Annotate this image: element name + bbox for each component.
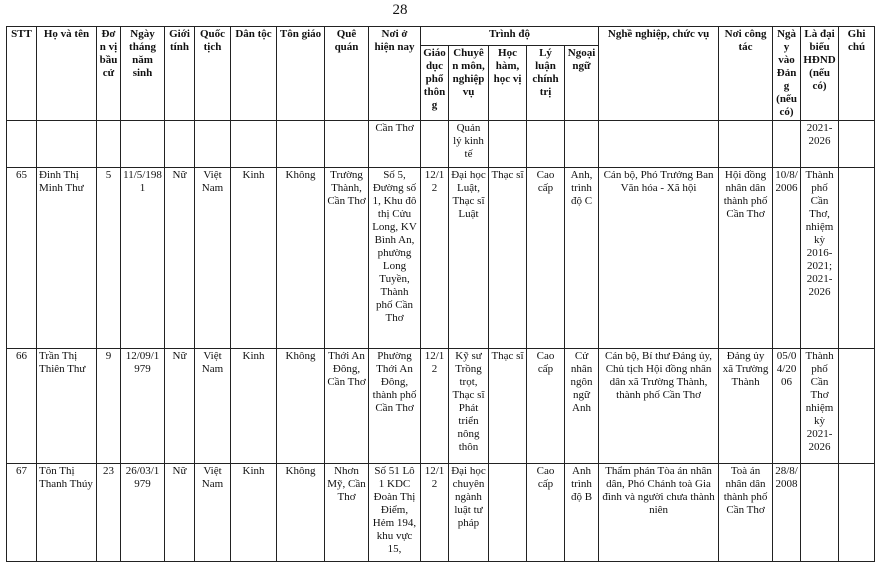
col-don-vi: Đơn vị bầu cử [97, 27, 121, 121]
cell-chuyen-mon: Kỹ sư Trồng trọt, Thạc sĩ Phát triển nông thôn [449, 349, 489, 464]
col-nghe-nghiep: Nghề nghiệp, chức vụ [599, 27, 719, 121]
col-ngoai-ngu: Ngoại ngữ [565, 45, 599, 120]
cell-hoc-ham: Thạc sĩ [489, 349, 527, 464]
cell-dan-toc: Kinh [231, 349, 277, 464]
cell-giao-duc: 12/12 [421, 168, 449, 349]
cell-don-vi: 9 [97, 349, 121, 464]
table-row-continuation [7, 121, 875, 168]
col-chuyen-mon: Chuyên môn, nghiệp vụ [449, 45, 489, 120]
cell-nghe-nghiep: Cán bộ, Bí thư Đảng ủy, Chủ tịch Hội đồng nhân dân xã Trường Thành, thành phố Cần Thơ [599, 349, 719, 464]
cell-ton-giao: Không [277, 464, 325, 562]
col-giao-duc: Giáo dục phổ thông [421, 45, 449, 120]
cell-giao-duc: 12/12 [421, 464, 449, 562]
cell-nghe-nghiep: Thẩm phán Tòa án nhân dân, Phó Chánh toà Gia đình và người chưa thành niên [599, 464, 719, 562]
col-group-trinh-do: Trình độ [421, 27, 599, 46]
cell-quoc-tich: Việt Nam [195, 349, 231, 464]
cell-don-vi: 5 [97, 168, 121, 349]
cell-giao-duc: 12/12 [421, 349, 449, 464]
cell-ngoai-ngu: Cử nhân ngôn ngữ Anh [565, 349, 599, 464]
col-ngay-vao-dang: Ngày vào Đảng (nếu có) [773, 27, 801, 121]
table-row [7, 349, 875, 464]
col-que-quan: Quê quán [325, 27, 369, 121]
table-row [7, 464, 875, 562]
cell-stt: 67 [7, 464, 37, 562]
cell-ngay-vao-dang: 28/8/2008 [773, 464, 801, 562]
cell-ho-ten: Đinh Thị Minh Thư [37, 168, 97, 349]
cell-ngay-sinh: 11/5/1981 [121, 168, 165, 349]
col-dan-toc: Dân tộc [231, 27, 277, 121]
cell-que-quan: Trường Thành, Cần Thơ [325, 168, 369, 349]
page-number: 28 [392, 2, 408, 18]
table-row [7, 168, 875, 349]
cell-ho-ten: Tôn Thị Thanh Thúy [37, 464, 97, 562]
candidate-table [6, 26, 875, 562]
cell-ngay-vao-dang: 10/8/2006 [773, 168, 801, 349]
cell-ghi-chu [839, 464, 875, 562]
cell-ngay-vao-dang: 05/04/2006 [773, 349, 801, 464]
cell-noi-o: Số 5, Đường số 1, Khu đô thị Cửu Long, KV Bình An, phường Long Tuyền, Thành phố Cần Thơ [369, 168, 421, 349]
cell-noi-o: Cần Thơ [369, 121, 421, 168]
col-ton-giao: Tôn giáo [277, 27, 325, 121]
cell-noi-o: Phường Thới An Đông, thành phố Cần Thơ [369, 349, 421, 464]
cell-gioi-tinh: Nữ [165, 349, 195, 464]
col-dai-bieu: Là đại biểu HĐND (nếu có) [801, 27, 839, 121]
col-ngay-sinh: Ngày tháng năm sinh [121, 27, 165, 121]
cell-don-vi: 23 [97, 464, 121, 562]
col-ghi-chu: Ghi chú [839, 27, 875, 121]
cell-dan-toc: Kinh [231, 168, 277, 349]
cell-noi-o: Số 51 Lô 1 KDC Đoàn Thị Điểm, Hẻm 194, khu vực 15, [369, 464, 421, 562]
cell-dan-toc: Kinh [231, 464, 277, 562]
cell-ngay-sinh: 12/09/1979 [121, 349, 165, 464]
cell-chuyen-mon: Đại học Luật, Thạc sĩ Luật [449, 168, 489, 349]
cell-ly-luan: Cao cấp [527, 464, 565, 562]
cell-ly-luan: Cao cấp [527, 349, 565, 464]
cell-ton-giao: Không [277, 168, 325, 349]
cell-noi-cong-tac: Đảng ủy xã Trường Thành [719, 349, 773, 464]
cell-ly-luan: Cao cấp [527, 168, 565, 349]
cell-ngay-sinh: 26/03/1979 [121, 464, 165, 562]
cell-ngoai-ngu: Anh, trình độ C [565, 168, 599, 349]
cell-noi-cong-tac: Toà án nhân dân thành phố Cần Thơ [719, 464, 773, 562]
cell-chuyen-mon: Quản lý kinh tế [449, 121, 489, 168]
cell-dai-bieu: 2021-2026 [801, 121, 839, 168]
cell-ho-ten: Trần Thị Thiên Thư [37, 349, 97, 464]
col-ho-ten: Họ và tên [37, 27, 97, 121]
cell-dai-bieu [801, 464, 839, 562]
cell-gioi-tinh: Nữ [165, 464, 195, 562]
cell-stt: 66 [7, 349, 37, 464]
header-row [7, 27, 875, 46]
col-hoc-ham: Học hàm, học vị [489, 45, 527, 120]
cell-que-quan: Thới An Đông, Cần Thơ [325, 349, 369, 464]
cell-nghe-nghiep: Cán bộ, Phó Trưởng Ban Văn hóa - Xã hội [599, 168, 719, 349]
col-noi-cong-tac: Nơi công tác [719, 27, 773, 121]
cell-chuyen-mon: Đại học chuyên ngành luật tư pháp [449, 464, 489, 562]
cell-gioi-tinh: Nữ [165, 168, 195, 349]
cell-noi-cong-tac: Hội đồng nhân dân thành phố Cần Thơ [719, 168, 773, 349]
cell-ghi-chu [839, 349, 875, 464]
col-noi-o: Nơi ở hiện nay [369, 27, 421, 121]
cell-ghi-chu [839, 168, 875, 349]
col-gioi-tinh: Giới tính [165, 27, 195, 121]
cell-dai-bieu: Thành phố Cần Thơ, nhiệm kỳ 2016-2021; 2021-2026 [801, 168, 839, 349]
cell-ton-giao: Không [277, 349, 325, 464]
cell-quoc-tich: Việt Nam [195, 168, 231, 349]
cell-dai-bieu: Thành phố Cần Thơ nhiệm kỳ 2021-2026 [801, 349, 839, 464]
col-ly-luan: Lý luận chính trị [527, 45, 565, 120]
col-stt: STT [7, 27, 37, 121]
cell-que-quan: Nhơn Mỹ, Cần Thơ [325, 464, 369, 562]
cell-quoc-tich: Việt Nam [195, 464, 231, 562]
cell-stt: 65 [7, 168, 37, 349]
cell-ngoai-ngu: Anh trình độ B [565, 464, 599, 562]
cell-hoc-ham: Thạc sĩ [489, 168, 527, 349]
col-quoc-tich: Quốc tịch [195, 27, 231, 121]
cell-hoc-ham [489, 464, 527, 562]
